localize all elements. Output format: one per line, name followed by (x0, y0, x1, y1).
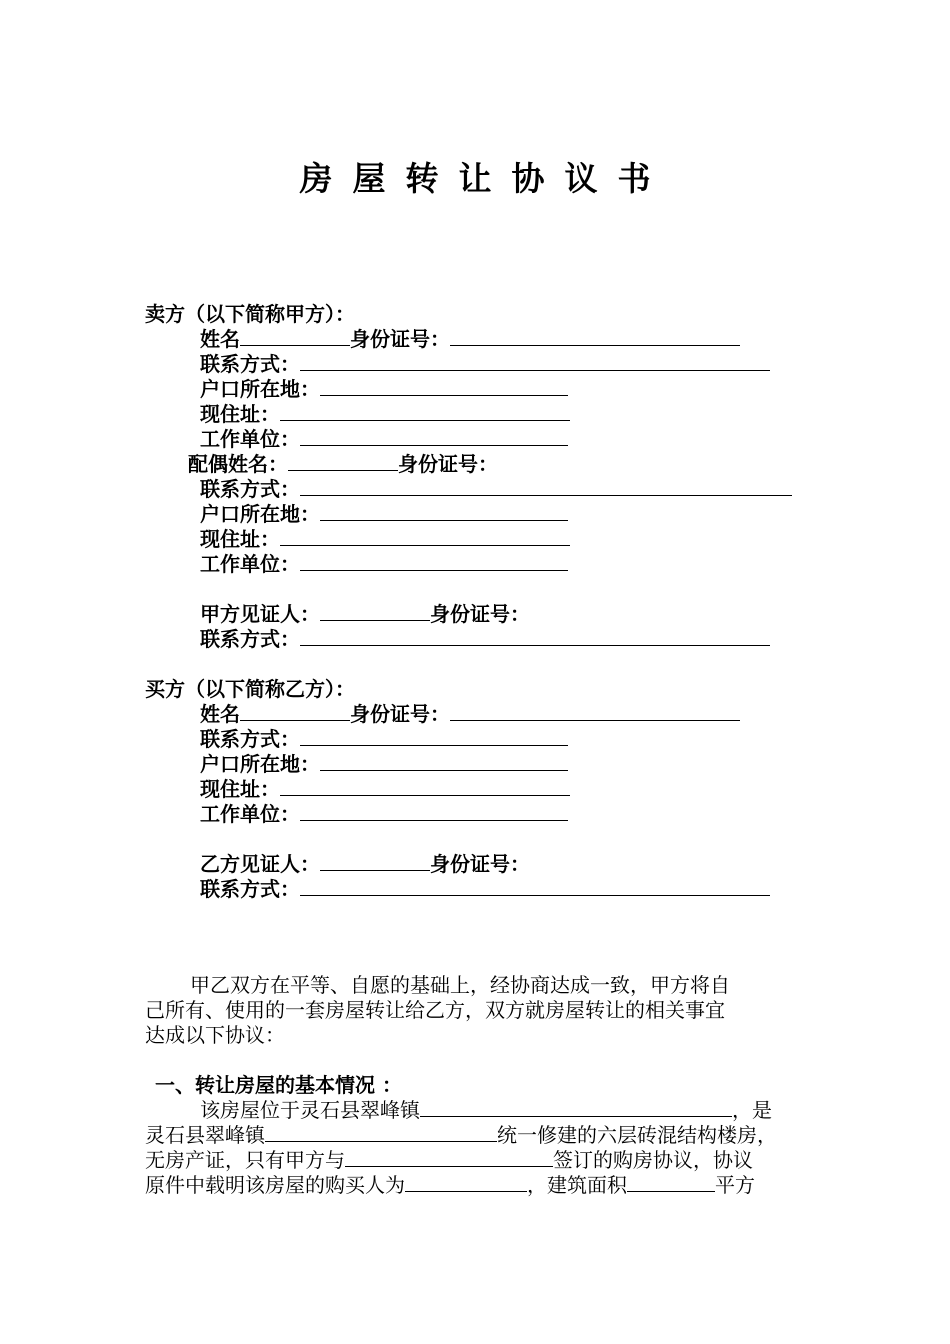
seller-name-label: 姓名 (200, 327, 240, 351)
section1-heading: 一、转让房屋的基本情况 ： (155, 1073, 402, 1097)
spouse-hukou-row (200, 502, 568, 527)
seller-id-blank[interactable] (450, 328, 740, 346)
buyer-work-blank[interactable] (300, 803, 568, 821)
seller-witness-row (200, 602, 530, 627)
seller-contact-blank[interactable] (300, 353, 770, 371)
buyer-hukou-label: 户口所在地： (200, 752, 320, 776)
spouse-contact-label: 联系方式： (200, 477, 300, 501)
seller-address-row (200, 402, 570, 427)
buyer-address-row (200, 777, 570, 802)
spouse-id-label: 身份证号： (398, 452, 498, 476)
buyer-id-label: 身份证号： (350, 702, 450, 726)
seller-hukou-label: 户口所在地： (200, 377, 320, 401)
seller-name-blank[interactable] (240, 328, 350, 346)
spouse-name-blank[interactable] (288, 453, 398, 471)
spouse-work-blank[interactable] (300, 553, 568, 571)
seller-address-blank[interactable] (280, 403, 570, 421)
buyer-work-label: 工作单位： (200, 802, 300, 826)
spouse-name-row (188, 452, 498, 477)
buyer-witness-row (200, 852, 530, 877)
spouse-work-row (200, 552, 568, 577)
seller-witness-label: 甲方见证人： (200, 602, 320, 626)
seller-id-label: 身份证号： (350, 327, 450, 351)
seller-witness-id-label: 身份证号： (430, 602, 530, 626)
seller-work-row (200, 427, 568, 452)
seller-hukou-blank[interactable] (320, 378, 568, 396)
seller-witness-blank[interactable] (320, 603, 430, 621)
spouse-hukou-blank[interactable] (320, 503, 568, 521)
contract-party-blank[interactable] (345, 1149, 553, 1167)
buyer-witness-label: 乙方见证人： (200, 852, 320, 876)
buyer-address-label: 现住址： (200, 777, 280, 801)
section1-body (145, 1098, 810, 1198)
document-title: 房屋转让协议书 (299, 159, 671, 198)
seller-contact-label: 联系方式： (200, 352, 300, 376)
buyer-name-blank[interactable] (240, 703, 350, 721)
builder-blank[interactable] (265, 1124, 497, 1142)
intro-paragraph (145, 973, 810, 1048)
buyer-witness-contact-blank[interactable] (300, 878, 770, 896)
intro-line: 己所有、使用的一套房屋转让给乙方，双方就房屋转让的相关事宜 (145, 998, 725, 1022)
seller-contact-row (200, 352, 770, 377)
area-blank[interactable] (627, 1174, 715, 1192)
seller-work-blank[interactable] (300, 428, 568, 446)
buyer-name-label: 姓名 (200, 702, 240, 726)
buyer-name-row (200, 702, 740, 727)
spouse-address-blank[interactable] (280, 528, 570, 546)
buyer-work-row (200, 802, 568, 827)
spouse-hukou-label: 户口所在地： (200, 502, 320, 526)
section1-line: 无房产证，只有甲方与 签订的购房协议，协议 (145, 1148, 753, 1172)
seller-address-label: 现住址： (200, 402, 280, 426)
buyer-hukou-row (200, 752, 568, 777)
purchaser-blank[interactable] (405, 1174, 527, 1192)
buyer-heading: 买方（以下简称乙方）： (145, 677, 355, 701)
spouse-work-label: 工作单位： (200, 552, 300, 576)
spouse-contact-row (200, 477, 792, 502)
seller-witness-contact-blank[interactable] (300, 628, 770, 646)
seller-name-row (200, 327, 740, 352)
spouse-address-label: 现住址： (200, 527, 280, 551)
section1-line: 灵石县翠峰镇 统一修建的六层砖混结构楼房， (145, 1123, 777, 1147)
intro-line: 达成以下协议： (145, 1023, 285, 1047)
buyer-witness-id-label: 身份证号： (430, 852, 530, 876)
buyer-hukou-blank[interactable] (320, 753, 568, 771)
seller-witness-contact-label: 联系方式： (200, 627, 300, 651)
seller-heading: 卖方（以下简称甲方）： (145, 302, 355, 326)
buyer-address-blank[interactable] (280, 778, 570, 796)
spouse-name-label: 配偶姓名： (188, 452, 288, 476)
location-blank[interactable] (420, 1099, 732, 1117)
buyer-witness-blank[interactable] (320, 853, 430, 871)
buyer-contact-row (200, 727, 568, 752)
seller-witness-contact-row (200, 627, 770, 652)
buyer-contact-blank[interactable] (300, 728, 568, 746)
seller-hukou-row (200, 377, 568, 402)
buyer-id-blank[interactable] (450, 703, 740, 721)
spouse-contact-blank[interactable] (300, 478, 792, 496)
section1-line: 原件中载明该房屋的购买人为 ，建筑面积 平方 (145, 1173, 755, 1197)
buyer-witness-contact-row (200, 877, 770, 902)
intro-line: 甲乙双方在平等、自愿的基础上，经协商达成一致，甲方将自 (190, 973, 730, 997)
section1-line: 该房屋位于灵石县翠峰镇 ，是 (200, 1098, 772, 1122)
buyer-contact-label: 联系方式： (200, 727, 300, 751)
seller-work-label: 工作单位： (200, 427, 300, 451)
spouse-address-row (200, 527, 570, 552)
buyer-witness-contact-label: 联系方式： (200, 877, 300, 901)
